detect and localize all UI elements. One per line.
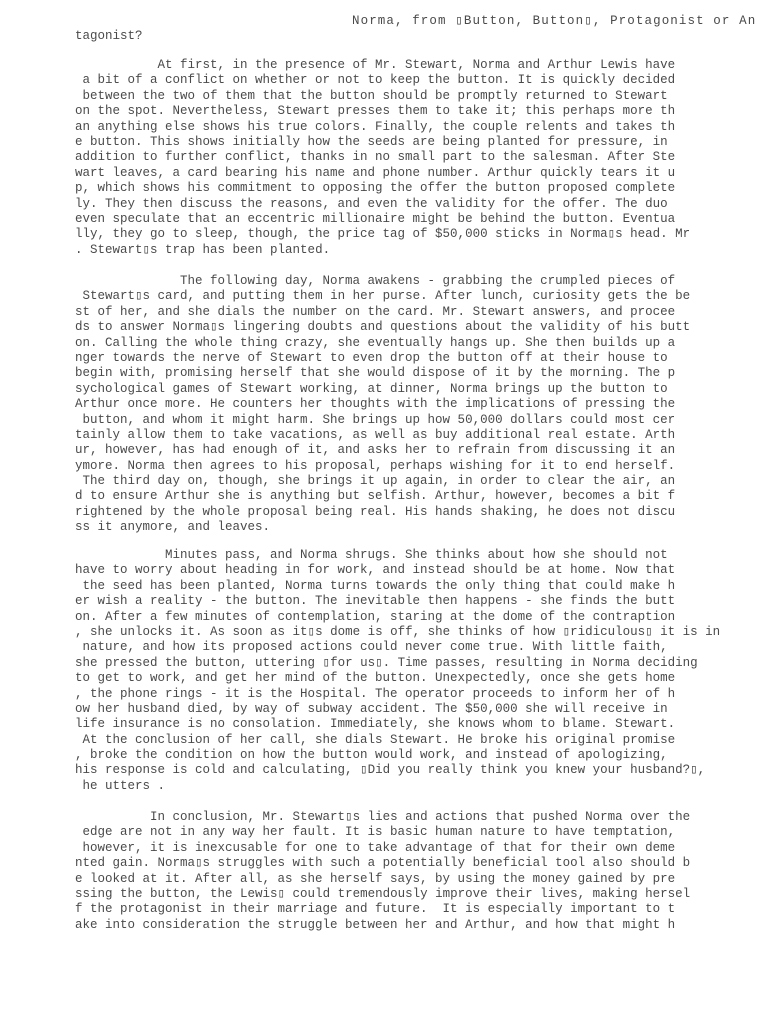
text-line: st of her, and she dials the number on the card. Mr. Stewart answers, and procee xyxy=(75,304,676,319)
text-line: ow her husband died, by way of subway accident. The $50,000 she will receive in xyxy=(75,701,668,716)
text-line: however, it is inexcusable for one to take advantage of that for their own deme xyxy=(75,840,676,855)
text-line: Minutes pass, and Norma shrugs. She thinks about how she should not xyxy=(75,548,668,562)
text-line: nted gain. Norma▯s struggles with such a potentially beneficial tool also should b xyxy=(75,856,691,871)
text-line: the seed has been planted, Norma turns towards the only thing that could make h xyxy=(75,578,676,593)
text-line: a bit of a conflict on whether or not to keep the button. It is quickly decided xyxy=(75,73,676,88)
text-line: life insurance is no consolation. Immediately, she knows whom to blame. Stewart. xyxy=(75,717,676,732)
text-line: ly. They then discuss the reasons, and even the validity for the offer. The duo xyxy=(75,196,668,211)
text-line: she pressed the button, uttering ▯for us▯. Time passes, resulting in Norma deciding xyxy=(75,655,698,670)
text-line: on. After a few minutes of contemplation, staring at the dome of the contraption xyxy=(75,609,676,624)
text-line: button, and whom it might harm. She brings up how 50,000 dollars could most cer xyxy=(75,412,676,427)
text-line: Stewart▯s card, and putting them in her purse. After lunch, curiosity gets the be xyxy=(75,289,691,304)
text-line: In conclusion, Mr. Stewart▯s lies and actions that pushed Norma over the xyxy=(75,810,691,824)
text-line: to get to work, and get her mind of the button. Unexpectedly, once she gets home xyxy=(75,671,676,686)
text-line: ssing the button, the Lewis▯ could tremendously improve their lives, making hersel xyxy=(75,886,691,901)
text-line: ake into consideration the struggle between her and Arthur, and how that might h xyxy=(75,917,676,932)
text-line: an anything else shows his true colors. Finally, the couple relents and takes th xyxy=(75,119,676,134)
paragraph-2 xyxy=(75,274,690,536)
text-line: At first, in the presence of Mr. Stewart, Norma and Arthur Lewis have xyxy=(75,58,676,72)
text-line: on the spot. Nevertheless, Stewart presses them to take it; this perhaps more th xyxy=(75,104,676,119)
text-line: e looked at it. After all, as she herself says, by using the money gained by pre xyxy=(75,871,676,886)
text-line: nature, and how its proposed actions could never come true. With little faith, xyxy=(75,640,668,655)
text-line: have to worry about heading in for work, and instead should be at home. Now that xyxy=(75,563,676,578)
text-line: lly, they go to sleep, though, the price tag of $50,000 sticks in Norma▯s head. Mr xyxy=(75,227,691,242)
text-line: between the two of them that the button should be promptly returned to Stewart xyxy=(75,88,668,103)
text-line: wart leaves, a card bearing his name and phone number. Arthur quickly tears it u xyxy=(75,165,676,180)
text-line: d to ensure Arthur she is anything but selfish. Arthur, however, becomes a bit f xyxy=(75,489,676,504)
text-line: er wish a reality - the button. The inevitable then happens - she finds the butt xyxy=(75,594,676,609)
paragraph-4 xyxy=(75,810,690,933)
text-line: on. Calling the whole thing crazy, she eventually hangs up. She then builds up a xyxy=(75,335,676,350)
text-line: nger towards the nerve of Stewart to even drop the button off at their house to xyxy=(75,350,668,365)
text-line: rightened by the whole proposal being real. His hands shaking, he does not discu xyxy=(75,504,676,519)
text-line: he utters . xyxy=(75,778,166,793)
text-line: At the conclusion of her call, she dials Stewart. He broke his original promise xyxy=(75,732,676,747)
text-line: sychological games of Stewart working, at dinner, Norma brings up the button to xyxy=(75,381,668,396)
text-line: begin with, promising herself that she would dispose of it by the morning. The p xyxy=(75,366,676,381)
text-line: even speculate that an eccentric millionaire might be behind the button. Eventua xyxy=(75,211,676,226)
text-line: The third day on, though, she brings it up again, in order to clear the air, an xyxy=(75,474,676,489)
text-line: ds to answer Norma▯s lingering doubts and questions about the validity of his butt xyxy=(75,320,691,335)
text-line: e button. This shows initially how the seeds are being planted for pressure, in xyxy=(75,134,668,149)
paragraph-3 xyxy=(75,548,720,794)
text-line: , she unlocks it. As soon as it▯s dome is off, she thinks of how ▯ridiculous▯ it is in xyxy=(75,624,721,639)
text-line: addition to further conflict, thanks in no small part to the salesman. After Ste xyxy=(75,150,676,165)
text-line: p, which shows his commitment to opposing the offer the button proposed complete xyxy=(75,181,676,196)
text-line: The following day, Norma awakens - grabbing the crumpled pieces of xyxy=(75,274,676,288)
text-line: edge are not in any way her fault. It is basic human nature to have temptation, xyxy=(75,825,676,840)
text-line: ymore. Norma then agrees to his proposal, perhaps wishing for it to end herself. xyxy=(75,458,676,473)
text-line: , broke the condition on how the button would work, and instead of apologizing, xyxy=(75,748,668,763)
text-line: ss it anymore, and leaves. xyxy=(75,520,271,535)
paragraph-1 xyxy=(75,58,690,258)
text-line: his response is cold and calculating, ▯Did you really think you knew your husband?▯, xyxy=(75,763,706,778)
text-line: f the protagonist in their marriage and future. It is especially important to t xyxy=(75,902,676,917)
text-line: Arthur once more. He counters her thoughts with the implications of pressing the xyxy=(75,397,676,412)
text-line: . Stewart▯s trap has been planted. xyxy=(75,242,331,257)
text-line: , the phone rings - it is the Hospital. The operator proceeds to inform her of h xyxy=(75,686,676,701)
text-line: tainly allow them to take vacations, as well as buy additional real estate. Arth xyxy=(75,427,676,442)
text-line: ur, however, has had enough of it, and asks her to refrain from discussing it an xyxy=(75,443,676,458)
document-title-continuation: tagonist? xyxy=(75,29,143,43)
document-title: Norma, from ▯Button, Button▯, Protagonist or An xyxy=(352,14,757,28)
